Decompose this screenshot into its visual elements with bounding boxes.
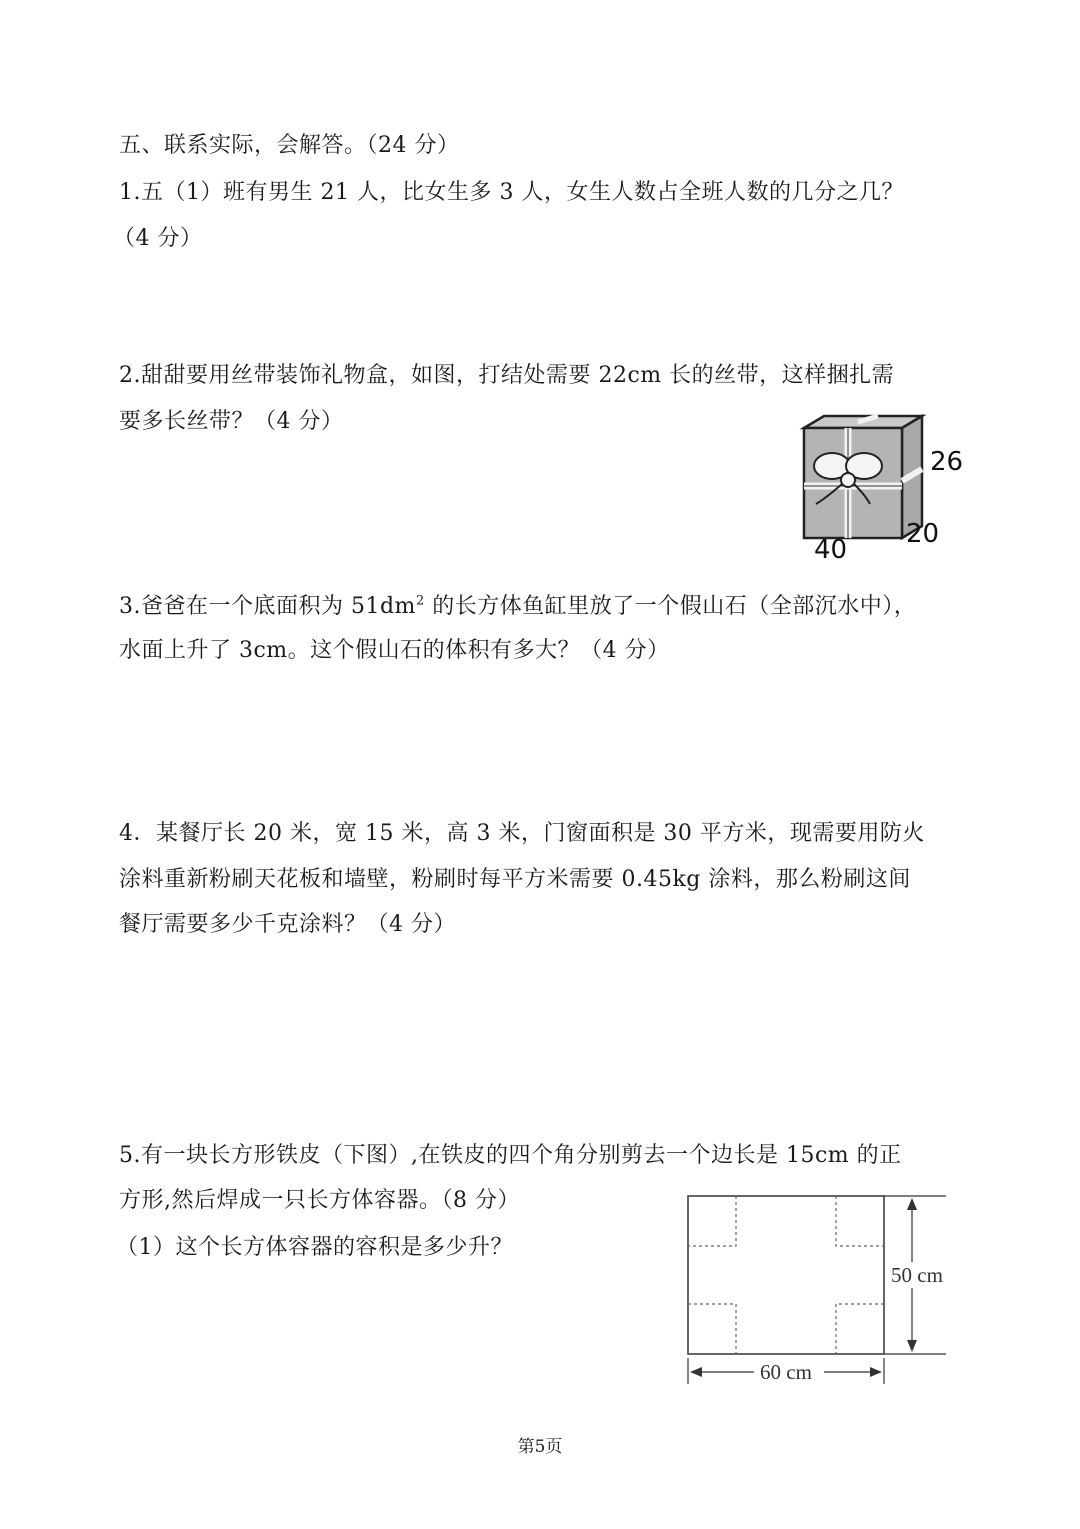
sheet-width-label: 60 cm [760,1360,812,1384]
gift-box-length-label: 40 [814,535,848,565]
question-3-text-a: 3.爸爸在一个底面积为 51dm [119,594,416,619]
question-5-line-1: 5.有一块长方形铁皮（下图）,在铁皮的四个角分别剪去一个边长是 15cm 的正 [119,1143,902,1168]
question-5-sub-1: （1）这个长方体容器的容积是多少升？ [116,1235,513,1260]
question-1-line-1: 1.五（1）班有男生 21 人，比女生多 3 人，女生人数占全班人数的几分之几？ [119,180,904,205]
gift-box-figure [796,408,976,568]
question-5-line-2: 方形,然后焊成一只长方体容器。（8 分） [119,1188,520,1213]
section-heading: 五、联系实际，会解答。（24 分） [119,133,460,158]
iron-sheet-figure [680,1188,970,1388]
question-4-line-2: 涂料重新粉刷天花板和墙壁，粉刷时每平方米需要 0.45kg 涂料，那么粉刷这间 [119,867,911,892]
gift-box-width-label: 20 [906,519,940,549]
gift-box-height-label: 26 [930,447,964,477]
sheet-height-label: 50 cm [891,1263,943,1287]
question-4-line-3: 餐厅需要多少千克涂料？（4 分） [119,912,456,937]
question-2-line-1: 2.甜甜要用丝带装饰礼物盒，如图，打结处需要 22cm 长的丝带，这样捆扎需 [119,363,895,388]
question-4-line-1: 4．某餐厅长 20 米，宽 15 米，高 3 米，门窗面积是 30 平方米，现需要用防火 [119,821,925,846]
question-3-line-2: 水面上升了 3cm。这个假山石的体积有多大？（4 分） [119,638,670,663]
question-2-line-2: 要多长丝带？（4 分） [119,409,344,434]
question-3-superscript: 2 [415,593,425,609]
question-3-text-b: 的长方体鱼缸里放了一个假山石（全部沉水中）， [424,594,917,619]
question-1-line-2: （4 分） [113,226,203,251]
page-number: 第5页 [517,1437,563,1457]
question-3-line-1 [119,592,916,622]
